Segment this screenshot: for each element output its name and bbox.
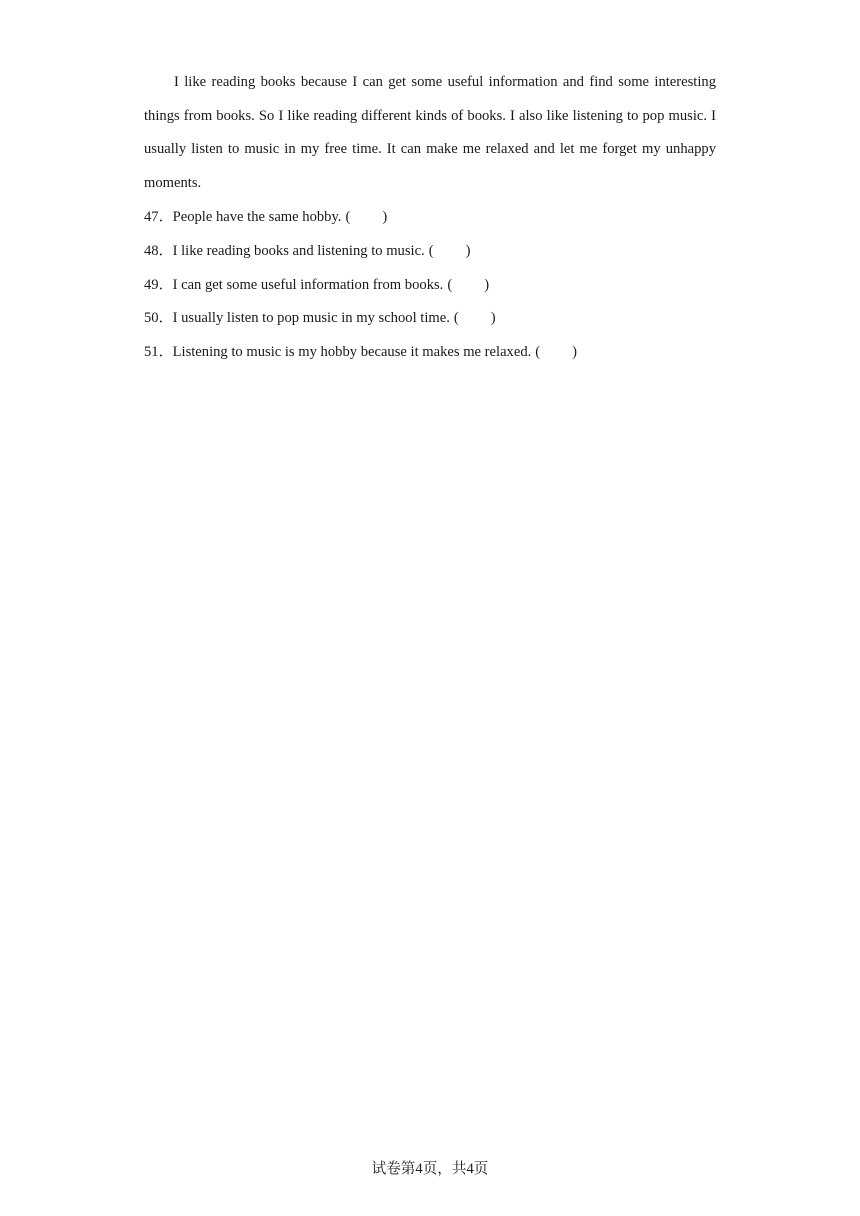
question-text: I like reading books and listening to music. (172, 242, 425, 259)
question-48 (144, 235, 716, 269)
question-49 (144, 269, 716, 303)
blank-close-paren: ) (465, 242, 471, 259)
reading-passage: I like reading books because I can get some useful information and find some interesting things from books. So I like reading different kinds of books. I also like listening to pop music. I usually listen to music in my free time. It can make me relaxed and let me forget my unhappy moments. (144, 74, 716, 191)
answer-blank[interactable] (454, 302, 496, 336)
question-51 (144, 336, 716, 370)
question-number: 49 (144, 276, 159, 293)
question-separator: ． (158, 344, 174, 361)
question-50 (144, 302, 716, 336)
blank-close-paren: ) (382, 209, 388, 225)
blank-open-paren: ( (447, 276, 453, 293)
answer-blank[interactable] (345, 201, 387, 235)
question-number: 48 (144, 242, 159, 259)
blank-close-paren: ) (572, 344, 578, 361)
blank-open-paren: ( (345, 209, 351, 225)
question-text: People have the same hobby. (172, 209, 342, 225)
blank-open-paren: ( (453, 310, 459, 327)
blank-open-paren: ( (535, 344, 541, 361)
question-separator: ． (158, 209, 174, 225)
question-list (144, 201, 716, 370)
page-footer: 试卷第4页，共4页 (371, 1161, 489, 1177)
question-separator: ． (158, 310, 174, 327)
blank-close-paren: ) (484, 276, 490, 293)
answer-blank[interactable] (447, 269, 489, 303)
question-number: 50 (144, 310, 159, 327)
blank-open-paren: ( (428, 242, 434, 259)
question-number: 47 (144, 209, 159, 225)
blank-close-paren: ) (490, 310, 496, 327)
question-text: I can get some useful information from books. (172, 276, 444, 293)
question-number: 51 (144, 344, 159, 361)
answer-blank[interactable] (429, 235, 471, 269)
question-47 (144, 201, 716, 235)
answer-blank[interactable] (535, 336, 577, 370)
question-text: I usually listen to pop music in my school time. (172, 310, 450, 327)
question-separator: ． (158, 276, 174, 293)
question-separator: ． (158, 242, 174, 259)
question-text: Listening to music is my hobby because it makes me relaxed. (172, 344, 532, 361)
